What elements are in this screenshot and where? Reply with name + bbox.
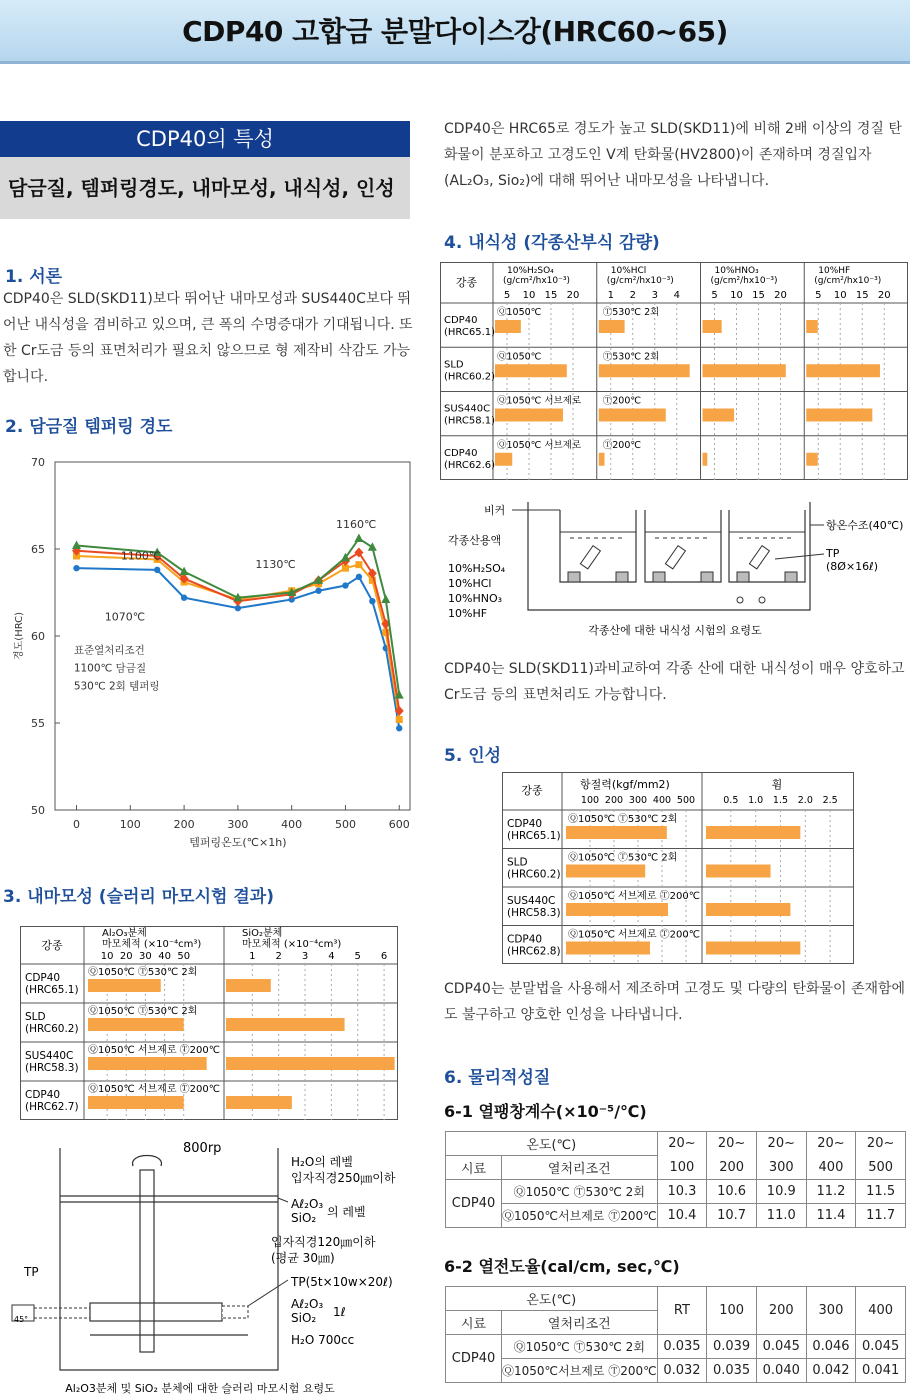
acid-unit: (g/cm²/hx10⁻³) [503, 276, 570, 286]
tp-spec: TP(5t×10w×20ℓ) [291, 1275, 393, 1289]
volume-label: 1ℓ [333, 1305, 346, 1319]
features-subtitle: 담금질, 템퍼링경도, 내마모성, 내식성, 인성 [0, 157, 410, 219]
bar-deflection [706, 942, 800, 955]
col-head: 강종 [41, 939, 63, 952]
value-cell: 11.2 [806, 1180, 856, 1204]
wear-table [20, 926, 398, 1120]
grade-hrc: (HRC58.3) [507, 907, 561, 919]
tick: 1 [607, 290, 614, 301]
tp-spec: (8Ø×16ℓ) [826, 560, 878, 573]
grade-label: CDP40 [444, 315, 478, 326]
support [653, 572, 665, 582]
temp-annotation: 1130℃ [255, 558, 296, 572]
condition-t: Ⓣ530℃ 2회 [602, 351, 660, 363]
section-1-title: 1. 서론 [5, 267, 63, 287]
tick: 20 [774, 290, 787, 301]
temp-annotation: 1100℃ [120, 549, 162, 563]
acid-name: 10%HF [818, 266, 851, 276]
corrosion-bar [495, 409, 563, 422]
water-bath [528, 502, 810, 610]
col-top: 20~ [756, 1132, 806, 1156]
corrosion-bar [703, 320, 722, 333]
col2-head: 마모체적 (×10⁻⁴cm³) [242, 939, 342, 950]
tick: 40 [158, 951, 171, 962]
si-label: SiO₂ [291, 1311, 317, 1325]
tick: 4 [673, 290, 680, 301]
condition-note: 1100℃ 담금질 [73, 662, 147, 675]
col-top: 20~ [657, 1132, 707, 1156]
section-1-text: CDP40은 SLD(SKD11)보다 뛰어난 내마모성과 SUS440C보다 뛰어난 내식성을 겸비하고 있으며, 큰 폭의 수명증대가 기대됩니다. 또한 Cr도금 등의 표면처리가 필요치 않으므로 형 제작비 삭감도 가능합니다. [3, 291, 413, 385]
cond-label: 열처리조건 [502, 1311, 658, 1335]
section-3-title: 3. 내마모성 (슬러리 마모시험 결과) [3, 887, 274, 907]
temp-label: 온도(℃) [446, 1132, 658, 1156]
col2-head: 휨 [771, 778, 783, 791]
col-head: 300 [806, 1287, 856, 1335]
grade-hrc: (HRC62.7) [25, 1101, 79, 1113]
slurry-test-diagram [0, 1130, 420, 1398]
grade-hrc: (HRC65.1) [507, 830, 561, 842]
data-point [72, 541, 81, 550]
condition: Ⓠ1050℃ Ⓣ530℃ 2회 [568, 814, 678, 825]
grade-label: SUS440C [25, 1050, 74, 1062]
acid-list-item: 10%H₂SO₄ [448, 562, 506, 575]
corrosion-bar [703, 453, 708, 466]
tick: 15 [752, 290, 765, 301]
section-6-title: 6. 물리적성질 [444, 1068, 551, 1088]
x-tick-label: 0 [73, 818, 81, 831]
temp-annotation: 1160℃ [336, 518, 377, 532]
level-suffix: 의 레벨 [327, 1205, 366, 1219]
water-volume: H₂O 700cc [291, 1333, 355, 1347]
tick: 3 [301, 951, 309, 962]
condition-t: Ⓣ200℃ [602, 439, 642, 451]
data-point [315, 588, 321, 594]
section-4-text: CDP40는 SLD(SKD11)과비교하여 각종 산에 대한 내식성이 매우 양호하고 Cr도금 등의 표면처리도 가능합니다. [444, 661, 905, 703]
data-point [368, 542, 377, 551]
impeller [90, 1303, 222, 1321]
grade-hrc: (HRC58.1) [444, 415, 496, 427]
condition: Ⓠ1050℃ 서브제로 Ⓣ200℃ [88, 1084, 220, 1095]
tick: 2.0 [797, 795, 813, 806]
material: CDP40 [446, 1335, 502, 1383]
condition: Ⓠ1050℃ Ⓣ530℃ 2회 [88, 1006, 198, 1017]
grade-hrc: (HRC60.2) [444, 371, 496, 383]
bar-strength [566, 903, 668, 916]
vessel [60, 1148, 278, 1370]
tick: 500 [676, 795, 696, 806]
plot-frame [55, 462, 410, 810]
data-point [154, 567, 160, 573]
valve [759, 597, 765, 603]
grade-hrc: (HRC60.2) [25, 1023, 79, 1035]
value-cell: 0.040 [756, 1359, 806, 1383]
value-cell: 10.7 [707, 1204, 757, 1228]
value-cell: 11.4 [806, 1204, 856, 1228]
thermal-conductivity-table [445, 1286, 906, 1383]
wear-resistance-text: CDP40은 HRC65로 경도가 높고 SLD(SKD11)에 비해 2배 이상의 경질 탄화물이 분포하고 고경도인 V계 탄화물(HV2800)이 존재하며 경질입자(AL₂O₃, Sio₂)에 대해 뛰어난 내마모성을 나타냅니다. [444, 121, 902, 189]
value-cell: 10.6 [707, 1180, 757, 1204]
tick: 20 [566, 290, 580, 301]
acid-list-item: 10%HCl [448, 577, 492, 590]
corrosion-bar [599, 364, 690, 377]
acid-name: 10%H₂SO₄ [507, 266, 554, 276]
condition: Ⓠ1050℃서브제로 Ⓣ200℃ [502, 1359, 658, 1383]
condition-q: Ⓠ1050℃ [497, 351, 542, 363]
corrosion-bar [495, 453, 512, 466]
section-2-title: 2. 담금질 템퍼링 경도 [5, 417, 173, 437]
col-bot: 400 [806, 1156, 856, 1180]
acid-list-item: 10%HNO₃ [448, 592, 503, 605]
col1-head: 마모체적 (×10⁻⁴cm³) [102, 939, 202, 950]
y-tick-label: 60 [31, 630, 45, 643]
grade-label: SUS440C [444, 403, 491, 415]
grade-label: SUS440C [507, 895, 556, 907]
thermal-expansion-title: 6-1 열팽창계수(×10⁻⁵/℃) [444, 1102, 647, 1121]
tick: 5 [815, 290, 822, 301]
bar-al2o3 [88, 1057, 207, 1070]
col-bot: 300 [756, 1156, 806, 1180]
condition: Ⓠ1050℃ Ⓣ530℃ 2회 [502, 1335, 658, 1359]
data-point [355, 561, 362, 568]
y-axis-label: 경도(HRC) [14, 611, 25, 661]
value-cell: 0.045 [856, 1335, 906, 1359]
value-cell: 11.0 [756, 1204, 806, 1228]
value-cell: 0.045 [756, 1335, 806, 1359]
condition: Ⓠ1050℃ Ⓣ530℃ 2회 [568, 852, 678, 864]
data-point [369, 598, 375, 604]
acid-label: 각종산용액 [448, 534, 502, 547]
data-point [354, 534, 363, 543]
temp-annotation: 1070℃ [104, 610, 146, 624]
tick: 2 [629, 290, 636, 301]
tick: 20 [119, 951, 133, 962]
grade-label: SLD [507, 856, 528, 869]
corrosion-table [440, 262, 910, 482]
slurry-caption: Al₂O3분체 및 SiO₂ 분체에 대한 슬러리 마모시험 요령도 [65, 1382, 335, 1395]
avg-size: (평균 30㎛) [271, 1251, 335, 1265]
hardness-chart [0, 450, 420, 860]
beaker [729, 510, 805, 582]
corrosion-bar [599, 453, 605, 466]
grade-hrc: (HRC60.2) [507, 868, 561, 881]
acid-test-diagram [440, 494, 910, 642]
bar-al2o3 [88, 1018, 184, 1031]
grade-hrc: (HRC65.1) [444, 327, 496, 338]
condition: Ⓠ1050℃ 서브제로 Ⓣ200℃ [568, 891, 700, 902]
value-cell: 0.035 [707, 1359, 757, 1383]
beaker [560, 510, 636, 582]
acid-name: 10%HCl [610, 266, 647, 276]
tick: 30 [139, 951, 152, 962]
y-tick-label: 55 [31, 717, 45, 730]
acid-name: 10%HNO₃ [714, 266, 759, 276]
tick: 2.5 [822, 795, 838, 806]
tick: 15 [544, 290, 558, 301]
support [701, 572, 713, 582]
condition-note: 530℃ 2회 템퍼링 [73, 680, 160, 693]
tick: 1 [249, 951, 256, 962]
data-point [396, 725, 402, 731]
tick: 10 [833, 290, 847, 301]
tick: 5 [711, 290, 718, 301]
sample-label: 시료 [446, 1156, 502, 1180]
bar-sio2 [226, 1096, 292, 1109]
series-line-1100℃ [77, 556, 400, 720]
si-level: SiO₂ [291, 1211, 317, 1225]
thermal-conductivity-title: 6-2 열전도율(cal/cm, sec,℃) [444, 1257, 680, 1276]
bar-strength [566, 826, 667, 839]
col-head: 100 [707, 1287, 757, 1335]
col-bot: 200 [707, 1156, 757, 1180]
y-tick-label: 50 [31, 804, 45, 817]
material: CDP40 [446, 1180, 502, 1228]
x-axis-label: 템퍼링온도(℃×1h) [189, 836, 287, 849]
section-4-title: 4. 내식성 (각종산부식 감량) [444, 233, 660, 253]
toughness-table [502, 772, 856, 966]
x-tick-label: 500 [334, 818, 356, 831]
corrosion-bar [495, 320, 521, 333]
grade-hrc: (HRC65.1) [25, 984, 79, 996]
al-label: Aℓ₂O₃ [291, 1297, 324, 1311]
leader-line [775, 554, 824, 559]
grade-label: SLD [25, 1011, 46, 1023]
section-5-title: 5. 인성 [444, 746, 502, 766]
particle-size-2: 입자직경120㎛이하 [271, 1235, 376, 1249]
data-point [381, 594, 390, 603]
specimen [580, 546, 600, 569]
col-bot: 100 [657, 1156, 707, 1180]
shaft [140, 1170, 154, 1352]
cond-label: 열처리조건 [502, 1156, 658, 1180]
bar-strength [566, 942, 650, 955]
tick: 400 [652, 795, 672, 806]
grade-hrc: (HRC62.6) [444, 459, 496, 471]
value-cell: 0.041 [856, 1359, 906, 1383]
grade-hrc: (HRC58.3) [25, 1062, 79, 1074]
tick: 10 [730, 290, 743, 301]
tick: 1.0 [748, 795, 764, 806]
support [737, 572, 749, 582]
thermal-expansion-table [445, 1131, 906, 1228]
col-head: 400 [856, 1287, 906, 1335]
sample-label: 시료 [446, 1311, 502, 1335]
condition: Ⓠ1050℃서브제로 Ⓣ200℃ [502, 1204, 658, 1228]
condition-note: 표준열처리조건 [73, 644, 145, 657]
acid-unit: (g/cm²/hx10⁻³) [814, 276, 882, 286]
x-tick-label: 600 [388, 818, 410, 831]
support [785, 572, 797, 582]
tick: 300 [628, 795, 648, 806]
water-level-label: H₂O의 레벨 [291, 1155, 353, 1169]
corrosion-bar [703, 409, 735, 422]
col2-head: SiO₂분체 [242, 928, 283, 939]
support [568, 572, 580, 582]
tick: 100 [580, 795, 600, 806]
corrosion-bar [495, 364, 567, 377]
corrosion-bar [703, 364, 786, 377]
particle-size-1: 입자직경250㎛이하 [291, 1171, 396, 1185]
condition-t: Ⓣ200℃ [602, 395, 642, 407]
data-point [396, 716, 403, 723]
condition-q: Ⓠ1050℃ 서브제로 [497, 395, 582, 407]
tick: 3 [651, 290, 658, 301]
condition: Ⓠ1050℃ 서브제로 Ⓣ200℃ [88, 1045, 220, 1056]
condition-t: Ⓣ530℃ 2회 [602, 307, 660, 318]
tp-label: TP [24, 1265, 39, 1279]
col1-head: Al₂O₃분체 [102, 928, 147, 939]
data-point [180, 567, 189, 576]
bar-deflection [706, 865, 771, 878]
temp-label: 온도(℃) [446, 1287, 658, 1311]
bar-deflection [706, 826, 800, 839]
value-cell: 11.5 [856, 1180, 906, 1204]
value-cell: 10.3 [657, 1180, 707, 1204]
beaker-label: 비커 [484, 504, 506, 517]
data-point [342, 582, 348, 588]
specimen-holder [222, 1306, 248, 1318]
y-tick-label: 65 [31, 543, 45, 556]
tick: 6 [380, 951, 388, 962]
al-level: Aℓ₂O₃ [291, 1197, 324, 1211]
col-top: 20~ [856, 1132, 906, 1156]
acid-caption: 각종산에 대한 내식성 시험의 요령도 [588, 624, 762, 637]
x-tick-label: 400 [281, 818, 303, 831]
value-cell: 0.035 [657, 1335, 707, 1359]
condition: Ⓠ1050℃ Ⓣ530℃ 2회 [88, 967, 198, 978]
corrosion-bar [806, 453, 817, 466]
condition: Ⓠ1050℃ Ⓣ530℃ 2회 [502, 1180, 658, 1204]
corrosion-bar [599, 320, 625, 333]
acid-unit: (g/cm²/hx10⁻³) [606, 276, 674, 286]
x-tick-label: 300 [227, 818, 249, 831]
rpm-label: 800rp [183, 1141, 222, 1156]
acid-list-item: 10%HF [448, 607, 488, 620]
value-cell: 10.9 [756, 1180, 806, 1204]
leader-line [278, 1198, 288, 1202]
bar-al2o3 [88, 979, 161, 992]
col-head: 200 [756, 1287, 806, 1335]
angle-label: 45° [14, 1315, 29, 1324]
bar-sio2 [226, 979, 271, 992]
col-top: 20~ [806, 1132, 856, 1156]
specimen [665, 546, 685, 569]
tick: 0.5 [723, 795, 739, 806]
grade-label: CDP40 [25, 972, 61, 984]
grade-label: CDP40 [25, 1089, 61, 1101]
data-point [356, 574, 362, 580]
rotation-arrow [133, 1156, 162, 1167]
tick: 50 [177, 951, 191, 962]
valve [737, 597, 743, 603]
section-5-text: CDP40는 분말법을 사용해서 제조하며 고경도 및 다량의 탄화물이 존재함에도 불구하고 양호한 인성을 나타냅니다. [444, 981, 906, 1023]
beaker [645, 510, 721, 582]
bar-sio2 [226, 1057, 395, 1070]
bath-label: 항온수조(40℃) [826, 519, 904, 532]
value-cell: 10.4 [657, 1204, 707, 1228]
specimen [749, 546, 769, 569]
col-head: 강종 [455, 276, 478, 289]
grade-label: CDP40 [507, 818, 543, 830]
tp-label: TP [826, 547, 840, 560]
tick: 15 [855, 290, 869, 301]
bar-deflection [706, 903, 790, 916]
value-cell: 0.046 [806, 1335, 856, 1359]
condition-q: Ⓠ1050℃ [497, 307, 542, 318]
y-tick-label: 70 [31, 456, 45, 469]
col-head: 강종 [521, 784, 543, 797]
leader-line [248, 1280, 288, 1306]
x-tick-label: 100 [119, 818, 141, 831]
data-point [181, 595, 187, 601]
tick: 10 [522, 290, 536, 301]
bar-strength [566, 865, 645, 878]
col1-head: 항절력(kgf/mm2) [580, 778, 670, 791]
x-tick-label: 200 [173, 818, 195, 831]
condition: Ⓠ1050℃ 서브제로 Ⓣ200℃ [568, 929, 700, 941]
grade-label: CDP40 [444, 447, 478, 459]
features-heading: CDP40의 특성 [0, 121, 410, 157]
col-bot: 500 [856, 1156, 906, 1180]
grade-label: SLD [444, 359, 464, 371]
col-head: RT [657, 1287, 707, 1335]
support [616, 572, 628, 582]
bar-al2o3 [88, 1096, 184, 1109]
tick: 4 [328, 951, 335, 962]
col-top: 20~ [707, 1132, 757, 1156]
grade-label: CDP40 [507, 933, 543, 946]
bar-sio2 [226, 1018, 345, 1031]
acid-unit: (g/cm²/hx10⁻³) [710, 276, 778, 286]
value-cell: 0.032 [657, 1359, 707, 1383]
tick: 20 [877, 290, 891, 301]
corrosion-bar [806, 409, 872, 422]
condition-q: Ⓠ1050℃ 서브제로 [497, 439, 582, 451]
tick: 5 [354, 951, 361, 962]
page-title: CDP40 고합금 분말다이스강(HRC60~65) [182, 15, 728, 48]
corrosion-bar [806, 364, 880, 377]
corrosion-bar [599, 409, 666, 422]
grade-hrc: (HRC62.8) [507, 945, 561, 958]
tick: 10 [100, 951, 114, 962]
value-cell: 0.039 [707, 1335, 757, 1359]
tick: 1.5 [772, 795, 789, 806]
tick: 5 [503, 290, 511, 301]
data-point [73, 565, 79, 571]
value-cell: 0.042 [806, 1359, 856, 1383]
tick: 2 [275, 951, 282, 962]
corrosion-bar [806, 320, 817, 333]
tick: 200 [604, 795, 624, 806]
value-cell: 11.7 [856, 1204, 906, 1228]
